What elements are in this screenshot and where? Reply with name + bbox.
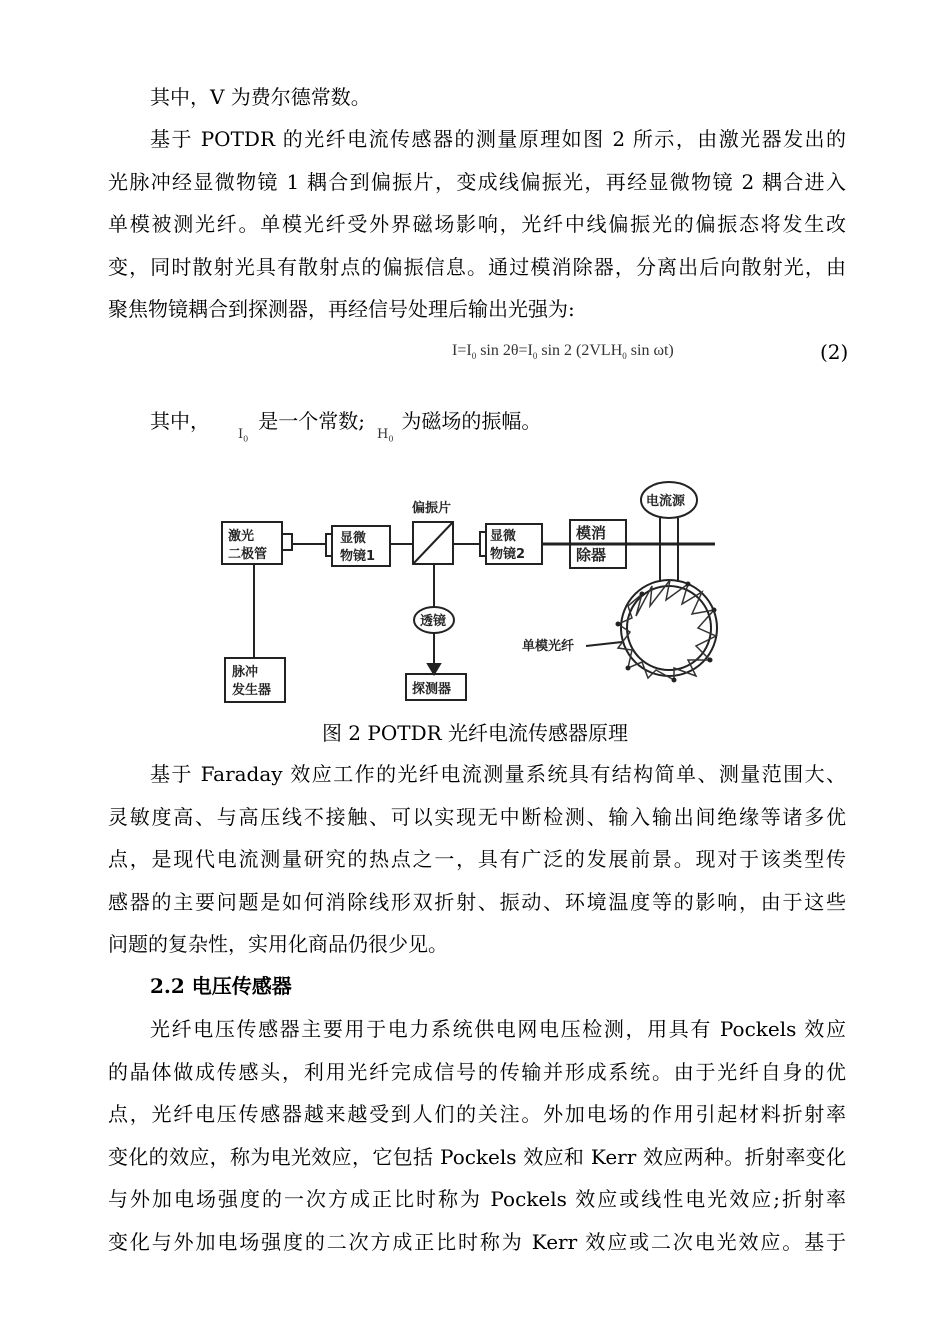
laser-label-2: 二极管	[228, 547, 268, 562]
section-heading: 2.2 电压传感器	[150, 974, 292, 998]
text-line: 感器的主要问题是如何消除线形双折射、振动、环境温度等的影响，由于这些	[108, 889, 846, 914]
equation-number: (2)	[820, 340, 849, 364]
text-line: 其中，$_{I_0}$是一个常数$;_{H_0}$为磁场的振幅。	[150, 409, 542, 444]
laser-label-1: 激光	[228, 529, 255, 544]
lens-label: 透镜	[420, 614, 447, 629]
text-line: 变化与外加电场强度的二次方成正比时称为 Kerr 效应或二次电光效应。基于	[108, 1229, 846, 1254]
text-line: 变，同时散射光具有散射点的偏振信息。通过模消除器，分离出后向散射光，由	[108, 254, 846, 279]
paragraph-voltage-sensor	[108, 1008, 846, 1263]
current-source-label: 电流源	[646, 494, 686, 509]
pulse-gen-label-1: 脉冲	[232, 665, 259, 680]
text-line: 变化的效应，称为电光效应，它包括 Pockels 效应和 Kerr 效应两种。折射率变化	[108, 1144, 846, 1169]
mode-stripper-label-2: 除器	[576, 546, 607, 564]
text-line: 点，是现代电流测量研究的热点之一，具有广泛的发展前景。现对于该类型传	[108, 847, 846, 871]
symbol-i0: I0	[238, 427, 249, 444]
text-line: 灵敏度高、与高压线不接触、可以实现无中断检测、输入输出间绝缘等诸多优	[108, 804, 846, 829]
text-line: 光纤电压传感器主要用于电力系统供电网电压检测，用具有 Pockels 效应	[150, 1017, 846, 1041]
fiber-label: 单模光纤	[522, 639, 575, 654]
text-line: 点，光纤电压传感器越来越受到人们的关注。外加电场的作用引起材料折射率	[108, 1102, 846, 1126]
paragraph-faraday-constant	[108, 76, 846, 119]
paragraph-symbols	[108, 400, 846, 443]
lens1-label-1: 显微	[340, 531, 367, 546]
lens1-label-2: 物镜1	[340, 549, 376, 564]
text-line: 单模被测光纤。单模光纤受外界磁场影响，光纤中线偏振光的偏振态将发生改	[108, 212, 846, 236]
text-line: 基于 POTDR 的光纤电流传感器的测量原理如图 2 所示，由激光器发出的	[150, 127, 846, 151]
text-line: 聚焦物镜耦合到探测器，再经信号处理后输出光强为:	[108, 297, 575, 321]
paragraph-faraday-system	[108, 753, 846, 966]
lens2-label-1: 显微	[490, 529, 517, 544]
mode-stripper-label-1: 模消	[576, 524, 607, 542]
text-line: 基于 Faraday 效应工作的光纤电流测量系统具有结构简单、测量范围大、	[150, 762, 846, 786]
text-line: 问题的复杂性，实用化商品仍很少见。	[108, 932, 448, 956]
potdr-diagram	[150, 478, 800, 710]
symbol-h0: H0	[376, 427, 394, 444]
detector-label: 探测器	[412, 682, 452, 697]
text-line: 的晶体做成传感头，利用光纤完成信号的传输并形成系统。由于光纤自身的优	[108, 1059, 846, 1084]
paragraph-potdr-principle	[108, 118, 846, 331]
lens2-label-2: 物镜2	[490, 547, 526, 562]
text-line: 与外加电场强度的一次方成正比时称为 Pockels 效应或线性电光效应;折射率	[108, 1187, 846, 1211]
figure-caption: 图 2 POTDR 光纤电流传感器原理	[321, 721, 629, 745]
pulse-gen-label-2: 发生器	[232, 683, 272, 698]
polarizer-label: 偏振片	[412, 501, 452, 516]
text-line: 光脉冲经显微物镜 1 耦合到偏振片，变成线偏振光，再经显微物镜 2 耦合进入	[108, 169, 846, 194]
text-line: 其中，V 为费尔德常数。	[150, 85, 371, 109]
equation-2: $I=I_0$ $\sin 2\theta=I_0$ sin 2 ($2VLH_0$ sin ωt)	[452, 342, 674, 362]
